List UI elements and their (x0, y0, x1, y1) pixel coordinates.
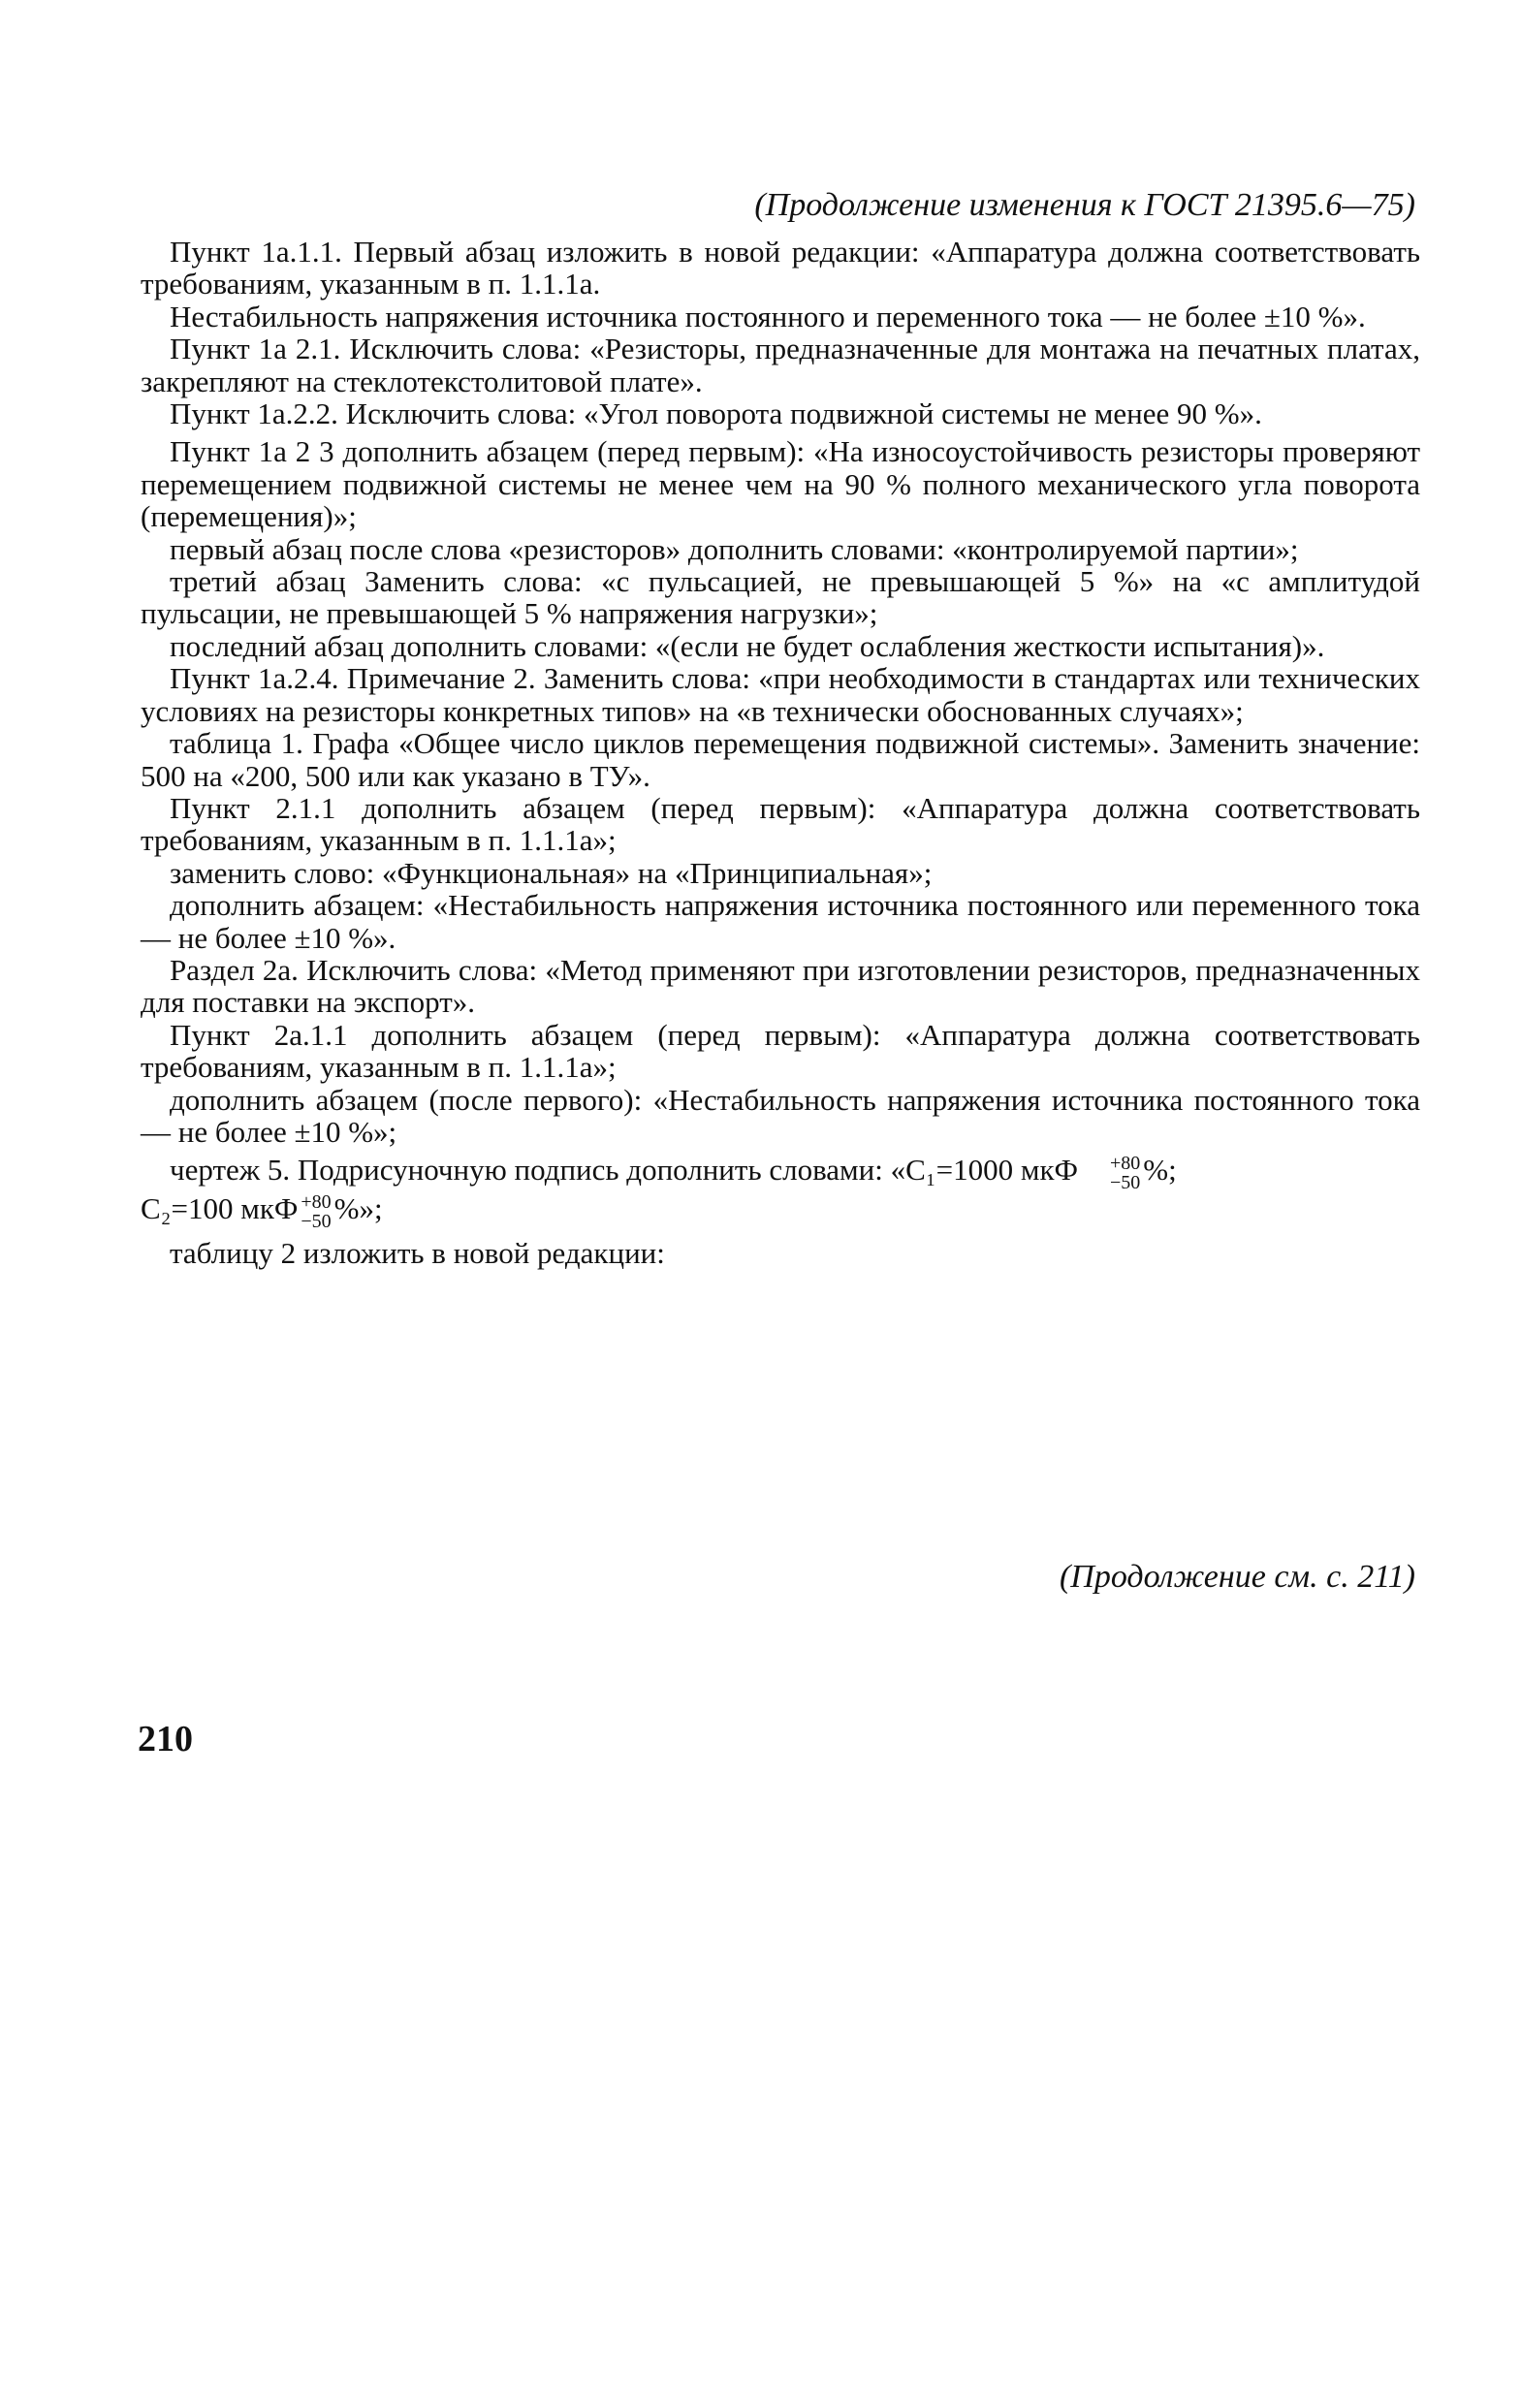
paragraph-11: Пункт 2.1.1 дополнить абзацем (перед первым): «Аппаратура должна соответствовать требованиям, указанным в п. 1.1.1а»; (141, 790, 1420, 858)
paragraph-12: заменить слово: «Функциональная» на «Принципиальная»; (170, 855, 933, 890)
amendment-text (141, 236, 1420, 1270)
paragraph-10: таблица 1. Графа «Общее число циклов перемещения подвижной системы». Заменить значение: 500 на «200, 500 или как указано в ТУ». (141, 726, 1420, 793)
formula-line-2-suffix: %»; (333, 1191, 383, 1226)
paragraph-16: дополнить абзацем (после первого): «Нестабильность напряжения источника постоянного тока — не более ±10 %»; (141, 1082, 1420, 1149)
page-number: 210 (138, 1719, 193, 1759)
continuation-footer: (Продолжение см. с. 211) (1059, 1559, 1415, 1595)
paragraph-6: первый абзац после слова «резисторов» дополнить словами: «контролируемой партии»; (170, 531, 1299, 566)
tolerance-1-minus: −50 (1110, 1172, 1141, 1194)
paragraph-13: дополнить абзацем: «Нестабильность напряжения источника постоянного или переменного тока — не более ±10 %». (141, 888, 1420, 955)
paragraph-8: последний абзац дополнить словами: «(если не будет ослабления жесткости испытания)». (170, 628, 1325, 663)
paragraph-2: Нестабильность напряжения источника постоянного и переменного тока — не более ±10 %». (170, 299, 1366, 333)
tolerance-2 (301, 1192, 331, 1231)
tolerance-2-plus: +80 (301, 1191, 332, 1214)
paragraph-3: Пункт 1а 2.1. Исключить слова: «Резисторы, предназначенные для монтажа на печатных платах, закрепляют на стеклотекстолитовой плате». (141, 332, 1420, 398)
tolerance-2-minus: −50 (301, 1211, 332, 1233)
continuation-header: (Продолжение изменения к ГОСТ 21395.6—75) (754, 187, 1415, 223)
paragraph-1: Пункт 1а.1.1. Первый абзац изложить в новой редакции: «Аппаратура должна соответствовать требованиям, указанным в п. 1.1.1а. (141, 235, 1420, 301)
paragraph-4: Пункт 1а.2.2. Исключить слова: «Угол поворота подвижной системы не менее 90 %». (170, 396, 1262, 431)
paragraph-14: Раздел 2а. Исключить слова: «Метод применяют при изготовлении резисторов, предназначенных для поставки на экспорт». (141, 952, 1420, 1020)
paragraph-last: таблицу 2 изложить в новой редакции: (170, 1236, 665, 1271)
paragraph-7: третий абзац Заменить слова: «с пульсацией, не превышающей 5 %» на «с амплитудой пульсации, не превышающей 5 % напряжения нагрузки»; (141, 564, 1420, 631)
formula-line-1-prefix: чертеж 5. Подрисуночную подпись дополнить словами: «С₁=1000 мкФ (170, 1153, 1079, 1188)
formula-line-2-prefix: С₂=100 мкФ (141, 1191, 299, 1226)
formula-line-1 (141, 1154, 1420, 1192)
formula-line-1-suffix: %; (1143, 1153, 1177, 1188)
paragraph-5: Пункт 1а 2 3 дополнить абзацем (перед первым): «На износоустойчивость резисторы проверяют перемещением подвижной системы не менее чем на 90 % полного механического угла поворота (перемещения)»; (141, 434, 1420, 534)
tolerance-1-plus: +80 (1110, 1153, 1141, 1175)
paragraph-9: Пункт 1а.2.4. Примечание 2. Заменить слова: «при необходимости в стандартах или технических условиях на резисторы конкретных типов» на «в технически обоснованных случаях»; (141, 661, 1420, 728)
paragraph-15: Пункт 2а.1.1 дополнить абзацем (перед первым): «Аппаратура должна соответствовать требованиям, указанным в п. 1.1.1а»; (141, 1017, 1420, 1085)
formula-line-2 (141, 1192, 1420, 1231)
tolerance-1 (1081, 1154, 1140, 1192)
